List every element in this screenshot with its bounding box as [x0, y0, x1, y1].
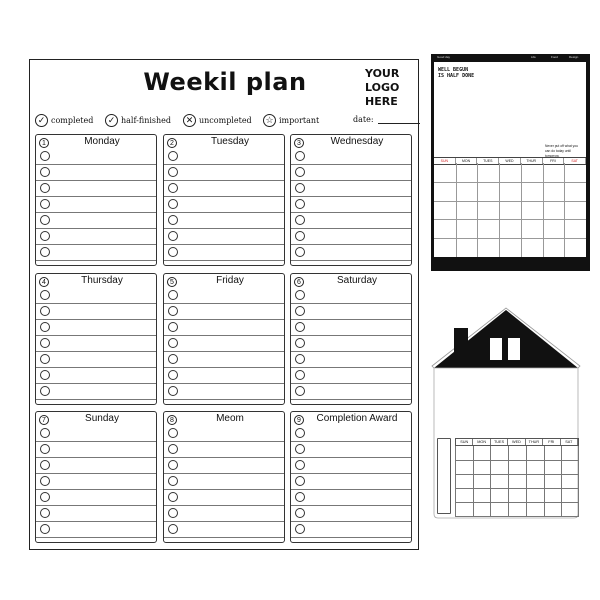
- task-row[interactable]: [36, 383, 156, 400]
- task-row[interactable]: [291, 473, 411, 490]
- task-checkbox[interactable]: [40, 322, 50, 332]
- task-checkbox[interactable]: [295, 322, 305, 332]
- task-checkbox[interactable]: [40, 354, 50, 364]
- task-row[interactable]: [164, 212, 284, 229]
- day-box: [35, 134, 157, 266]
- task-row[interactable]: [291, 457, 411, 474]
- task-row[interactable]: [36, 303, 156, 320]
- day-box: [35, 411, 157, 543]
- task-checkbox[interactable]: [168, 167, 178, 177]
- task-row[interactable]: [36, 212, 156, 229]
- task-row[interactable]: [291, 287, 411, 304]
- task-checkbox[interactable]: [168, 386, 178, 396]
- board-quote: [438, 67, 474, 79]
- date-field[interactable]: [353, 114, 420, 124]
- task-checkbox[interactable]: [168, 231, 178, 241]
- task-checkbox[interactable]: [295, 476, 305, 486]
- day-name: Tuesday: [211, 136, 249, 147]
- task-row[interactable]: [291, 505, 411, 522]
- day-number: 1: [39, 138, 49, 148]
- task-checkbox[interactable]: [40, 386, 50, 396]
- legend-uncompleted-label: uncompleted: [199, 116, 252, 125]
- task-row[interactable]: [164, 164, 284, 181]
- task-row[interactable]: [291, 164, 411, 181]
- task-row[interactable]: [164, 489, 284, 506]
- task-row[interactable]: [36, 425, 156, 442]
- task-row[interactable]: [36, 335, 156, 352]
- task-checkbox[interactable]: [168, 354, 178, 364]
- window-right: [508, 338, 520, 360]
- task-checkbox[interactable]: [40, 338, 50, 348]
- grid-line: [456, 163, 457, 257]
- task-checkbox[interactable]: [168, 460, 178, 470]
- house-weekday-header: [455, 438, 579, 446]
- task-row[interactable]: [291, 335, 411, 352]
- task-row[interactable]: [291, 244, 411, 261]
- grid-line: [561, 446, 562, 516]
- task-checkbox[interactable]: [295, 183, 305, 193]
- task-row[interactable]: [36, 148, 156, 165]
- house-weekday: SAT: [561, 439, 578, 445]
- task-row[interactable]: [36, 164, 156, 181]
- day-number: 8: [167, 415, 177, 425]
- task-checkbox[interactable]: [168, 215, 178, 225]
- board-note: Never put off what you can do today until tomorrow.: [545, 144, 578, 158]
- house-weekday: MON: [473, 439, 490, 445]
- task-checkbox[interactable]: [168, 370, 178, 380]
- task-row[interactable]: [164, 319, 284, 336]
- logo-line-3: HERE: [365, 95, 398, 108]
- day-box: [163, 411, 285, 543]
- task-checkbox[interactable]: [40, 215, 50, 225]
- task-row[interactable]: [36, 351, 156, 368]
- day-name: Friday: [216, 275, 244, 286]
- task-checkbox[interactable]: [168, 322, 178, 332]
- weekly-planner: [29, 59, 419, 550]
- legend-completed-label: completed: [51, 116, 94, 125]
- task-checkbox[interactable]: [40, 370, 50, 380]
- task-checkbox[interactable]: [168, 199, 178, 209]
- task-row[interactable]: [36, 319, 156, 336]
- task-row[interactable]: [291, 367, 411, 384]
- task-checkbox[interactable]: [40, 167, 50, 177]
- task-checkbox[interactable]: [168, 492, 178, 502]
- task-row[interactable]: [291, 425, 411, 442]
- date-line[interactable]: [378, 114, 420, 124]
- task-row[interactable]: [291, 351, 411, 368]
- board-weekday: SUN: [434, 158, 456, 164]
- task-checkbox[interactable]: [295, 167, 305, 177]
- task-row[interactable]: [36, 489, 156, 506]
- task-checkbox[interactable]: [40, 199, 50, 209]
- house-weekday: WED: [508, 439, 525, 445]
- grid-line: [521, 163, 522, 257]
- task-checkbox[interactable]: [168, 151, 178, 161]
- task-checkbox[interactable]: [168, 306, 178, 316]
- task-checkbox[interactable]: [40, 524, 50, 534]
- task-checkbox[interactable]: [168, 247, 178, 257]
- task-row[interactable]: [291, 228, 411, 245]
- task-checkbox[interactable]: [295, 354, 305, 364]
- house-weekday: FRI: [543, 439, 560, 445]
- task-checkbox[interactable]: [168, 338, 178, 348]
- task-row[interactable]: [164, 335, 284, 352]
- day-number: 4: [39, 277, 49, 287]
- board-weekday: TUES: [477, 158, 499, 164]
- day-box: [290, 411, 412, 543]
- date-label: date:: [353, 114, 374, 124]
- cross-icon: ✕: [183, 114, 196, 127]
- grid-line: [477, 163, 478, 257]
- star-icon: ☆: [263, 114, 276, 127]
- grid-line: [543, 163, 544, 257]
- task-checkbox[interactable]: [40, 290, 50, 300]
- task-row[interactable]: [36, 196, 156, 213]
- planner-title: Weekil plan: [143, 68, 307, 96]
- board-weekday: WED: [499, 158, 521, 164]
- house-weekday: THUR: [526, 439, 543, 445]
- logo-line-2: LOGO: [365, 81, 400, 94]
- check-icon: ✓: [35, 114, 48, 127]
- task-checkbox[interactable]: [168, 476, 178, 486]
- task-row[interactable]: [164, 244, 284, 261]
- day-name: Saturday: [336, 275, 378, 286]
- task-row[interactable]: [36, 228, 156, 245]
- grid-line: [578, 446, 579, 516]
- house-weekday: SUN: [456, 439, 473, 445]
- grid-line: [526, 446, 527, 516]
- grid-line: [564, 163, 565, 257]
- grid-line: [499, 163, 500, 257]
- task-checkbox[interactable]: [168, 508, 178, 518]
- board-weekday: SAT: [564, 158, 586, 164]
- task-row[interactable]: [291, 319, 411, 336]
- task-row[interactable]: [36, 457, 156, 474]
- task-checkbox[interactable]: [40, 476, 50, 486]
- task-row[interactable]: [291, 303, 411, 320]
- day-box: [163, 134, 285, 266]
- legend: [35, 114, 415, 132]
- task-row[interactable]: [164, 521, 284, 538]
- day-name: Meom: [216, 413, 244, 424]
- task-row[interactable]: [164, 505, 284, 522]
- task-row[interactable]: [36, 287, 156, 304]
- house-calendar-grid: [455, 438, 579, 516]
- task-row[interactable]: [164, 180, 284, 197]
- day-name: Sunday: [85, 413, 119, 424]
- task-checkbox[interactable]: [40, 460, 50, 470]
- task-row[interactable]: [36, 367, 156, 384]
- task-row[interactable]: [36, 505, 156, 522]
- task-checkbox[interactable]: [295, 231, 305, 241]
- half-check-icon: ✓: [105, 114, 118, 127]
- board-label-4: Design: [569, 55, 579, 59]
- grid-line: [490, 446, 491, 516]
- board-weekday: THUR: [521, 158, 543, 164]
- monthly-planner-board: [431, 54, 590, 271]
- day-number: 5: [167, 277, 177, 287]
- task-row[interactable]: [164, 425, 284, 442]
- task-checkbox[interactable]: [295, 386, 305, 396]
- grid-line: [455, 516, 579, 517]
- board-weekday: MON: [456, 158, 478, 164]
- task-checkbox[interactable]: [295, 247, 305, 257]
- board-calendar-grid: [434, 163, 586, 257]
- grid-line: [508, 446, 509, 516]
- task-row[interactable]: [164, 351, 284, 368]
- task-row[interactable]: [291, 441, 411, 458]
- task-checkbox[interactable]: [40, 428, 50, 438]
- chimney: [454, 328, 468, 356]
- task-row[interactable]: [164, 473, 284, 490]
- grid-line: [455, 446, 456, 516]
- task-checkbox[interactable]: [168, 290, 178, 300]
- task-checkbox[interactable]: [40, 492, 50, 502]
- task-row[interactable]: [291, 383, 411, 400]
- task-row[interactable]: [36, 441, 156, 458]
- legend-half-finished-label: half-finished: [121, 116, 172, 125]
- day-number: 6: [294, 277, 304, 287]
- task-checkbox[interactable]: [168, 444, 178, 454]
- task-row[interactable]: [164, 148, 284, 165]
- task-checkbox[interactable]: [295, 306, 305, 316]
- task-checkbox[interactable]: [295, 444, 305, 454]
- task-checkbox[interactable]: [168, 428, 178, 438]
- task-row[interactable]: [164, 196, 284, 213]
- task-checkbox[interactable]: [295, 460, 305, 470]
- task-row[interactable]: [291, 180, 411, 197]
- legend-important: [263, 114, 319, 127]
- logo-line-1: YOUR: [365, 67, 400, 80]
- grid-line: [544, 446, 545, 516]
- day-box: [290, 134, 412, 266]
- legend-uncompleted: [183, 114, 252, 127]
- task-checkbox[interactable]: [40, 444, 50, 454]
- task-checkbox[interactable]: [40, 231, 50, 241]
- day-box: [290, 273, 412, 405]
- grid-line: [434, 238, 586, 239]
- board-label-1: Good day: [437, 55, 451, 59]
- task-row[interactable]: [36, 521, 156, 538]
- board-label-2: Life: [531, 55, 536, 59]
- day-name: Wednesday: [330, 136, 384, 147]
- task-row[interactable]: [291, 489, 411, 506]
- task-checkbox[interactable]: [168, 524, 178, 534]
- day-number: 9: [294, 415, 304, 425]
- task-row[interactable]: [36, 244, 156, 261]
- legend-important-label: important: [279, 116, 320, 125]
- grid-line: [473, 446, 474, 516]
- task-row[interactable]: [164, 383, 284, 400]
- day-number: 7: [39, 415, 49, 425]
- grid-line: [434, 182, 586, 183]
- day-name: Completion Award: [316, 413, 398, 424]
- quote-line-2: IS HALF DONE: [438, 73, 475, 79]
- task-row[interactable]: [291, 148, 411, 165]
- task-checkbox[interactable]: [168, 183, 178, 193]
- window-left: [490, 338, 502, 360]
- day-number: 3: [294, 138, 304, 148]
- task-row[interactable]: [36, 473, 156, 490]
- task-row[interactable]: [291, 521, 411, 538]
- task-row[interactable]: [164, 228, 284, 245]
- day-box: [35, 273, 157, 405]
- logo-placeholder: [365, 67, 409, 111]
- task-row[interactable]: [291, 196, 411, 213]
- board-weekday: FRI: [543, 158, 565, 164]
- task-checkbox[interactable]: [295, 199, 305, 209]
- task-checkbox[interactable]: [40, 183, 50, 193]
- task-row[interactable]: [164, 303, 284, 320]
- task-checkbox[interactable]: [295, 508, 305, 518]
- board-inner: [434, 62, 586, 257]
- task-checkbox[interactable]: [295, 524, 305, 534]
- task-row[interactable]: [291, 212, 411, 229]
- grid-line: [434, 201, 586, 202]
- task-checkbox[interactable]: [295, 428, 305, 438]
- house-note-box: [437, 438, 451, 514]
- task-checkbox[interactable]: [40, 508, 50, 518]
- task-checkbox[interactable]: [40, 151, 50, 161]
- task-checkbox[interactable]: [295, 151, 305, 161]
- task-row[interactable]: [164, 441, 284, 458]
- task-checkbox[interactable]: [40, 306, 50, 316]
- task-checkbox[interactable]: [295, 338, 305, 348]
- task-row[interactable]: [36, 180, 156, 197]
- day-box: [163, 273, 285, 405]
- day-name: Thursday: [81, 275, 123, 286]
- task-row[interactable]: [164, 367, 284, 384]
- task-checkbox[interactable]: [295, 492, 305, 502]
- quote-line-1: WELL BEGUN: [438, 67, 469, 73]
- legend-completed: [35, 114, 93, 127]
- day-name: Monday: [84, 136, 120, 147]
- grid-line: [434, 219, 586, 220]
- board-label-3: Food: [551, 55, 558, 59]
- task-checkbox[interactable]: [295, 215, 305, 225]
- legend-half-finished: [105, 114, 171, 127]
- task-row[interactable]: [164, 287, 284, 304]
- task-checkbox[interactable]: [295, 290, 305, 300]
- day-number: 2: [167, 138, 177, 148]
- task-row[interactable]: [164, 457, 284, 474]
- house-weekday: TUES: [491, 439, 508, 445]
- task-checkbox[interactable]: [40, 247, 50, 257]
- task-checkbox[interactable]: [295, 370, 305, 380]
